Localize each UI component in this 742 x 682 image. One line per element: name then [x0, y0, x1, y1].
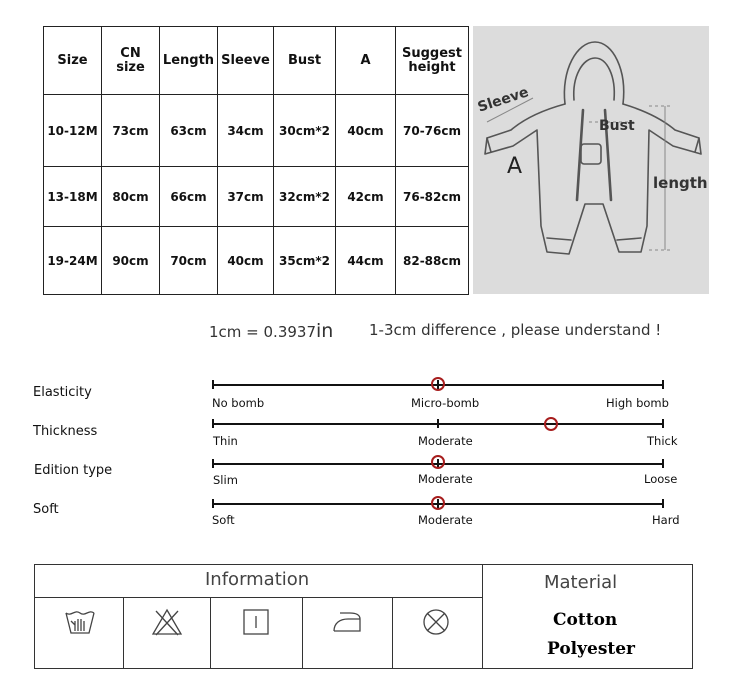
- scale-left-text: Slim: [213, 473, 238, 487]
- table-cell: 13-18M: [44, 167, 102, 227]
- table-row: [44, 95, 469, 167]
- care-info-table: [34, 564, 693, 669]
- info-divider: [302, 597, 303, 669]
- scale-label: Thickness: [33, 424, 98, 439]
- header-size: Size: [44, 27, 102, 95]
- scale-label: Edition type: [34, 463, 113, 478]
- table-row: [44, 227, 469, 295]
- header-length: Length: [160, 27, 218, 95]
- table-cell: 32cm*2: [274, 167, 336, 227]
- table-cell: 70-76cm: [396, 95, 469, 167]
- scale-label: Elasticity: [33, 385, 92, 400]
- scale-right-text: Hard: [652, 513, 680, 527]
- table-header-row: [44, 27, 469, 95]
- scale-marker: [431, 455, 445, 469]
- bust-measure-label: Bust: [599, 118, 635, 134]
- scale-right-text: Thick: [647, 434, 678, 448]
- scale-tick: [437, 419, 439, 428]
- table-cell: 82-88cm: [396, 227, 469, 295]
- scale-tick: [662, 380, 664, 389]
- scale-tick: [212, 499, 214, 508]
- scale-marker: [544, 417, 558, 431]
- table-cell: 76-82cm: [396, 167, 469, 227]
- hand-wash-icon: [63, 607, 97, 637]
- header-suggest-height-text: Suggest height: [402, 45, 462, 75]
- iron-icon: [330, 607, 364, 637]
- do-not-bleach-icon: [150, 607, 184, 637]
- table-cell: 10-12M: [44, 95, 102, 167]
- scale-middle-text: Moderate: [418, 434, 473, 448]
- scale-line: [212, 423, 664, 425]
- info-divider: [35, 597, 482, 598]
- table-cell: 35cm*2: [274, 227, 336, 295]
- difference-note: 1-3cm difference , please understand !: [369, 321, 662, 339]
- scale-left-text: No bomb: [212, 396, 265, 410]
- scale-marker: [431, 496, 445, 510]
- garment-diagram: [473, 26, 709, 294]
- table-cell: 34cm: [218, 95, 274, 167]
- scale-marker: [431, 377, 445, 391]
- do-not-dry-clean-icon: [419, 607, 453, 637]
- table-cell: 40cm: [336, 95, 396, 167]
- scale-label: Soft: [33, 502, 59, 517]
- scale-right-text: Loose: [644, 472, 678, 486]
- table-cell: 63cm: [160, 95, 218, 167]
- material-cotton: Cotton: [553, 610, 618, 630]
- info-divider: [482, 565, 483, 669]
- scale-left-text: Thin: [213, 434, 238, 448]
- info-divider: [392, 597, 393, 669]
- a-measure-label: A: [507, 154, 523, 179]
- table-cell: 40cm: [218, 227, 274, 295]
- sleeve-measure-label: Sleeve: [475, 84, 531, 116]
- unit-conversion-note: [209, 320, 333, 342]
- header-suggest-height: [396, 27, 469, 95]
- info-divider: [123, 597, 124, 669]
- header-sleeve: Sleeve: [218, 27, 274, 95]
- table-cell: 90cm: [102, 227, 160, 295]
- scale-middle-text: Moderate: [418, 472, 473, 486]
- scale-tick: [662, 419, 664, 428]
- scale-tick: [212, 380, 214, 389]
- scale-tick: [662, 459, 664, 468]
- header-bust: Bust: [274, 27, 336, 95]
- conversion-prefix: 1cm = 0.3937: [209, 323, 316, 341]
- table-cell: 42cm: [336, 167, 396, 227]
- scale-right-text: High bomb: [606, 396, 669, 410]
- table-cell: 80cm: [102, 167, 160, 227]
- scale-middle-text: Moderate: [418, 513, 473, 527]
- conversion-unit: in: [316, 320, 334, 342]
- info-divider: [210, 597, 211, 669]
- length-measure-label: length: [653, 174, 708, 192]
- material-title: Material: [544, 572, 618, 593]
- table-cell: 70cm: [160, 227, 218, 295]
- table-cell: 73cm: [102, 95, 160, 167]
- header-cn-size-text: CN size: [116, 45, 145, 75]
- tumble-dry-icon: [239, 607, 273, 637]
- scale-tick: [212, 459, 214, 468]
- table-cell: 19-24M: [44, 227, 102, 295]
- header-a: A: [336, 27, 396, 95]
- material-polyester: Polyester: [547, 639, 636, 659]
- table-cell: 66cm: [160, 167, 218, 227]
- table-cell: 30cm*2: [274, 95, 336, 167]
- information-title: Information: [205, 569, 310, 590]
- scale-middle-text: Micro-bomb: [411, 396, 480, 410]
- table-row: [44, 167, 469, 227]
- table-cell: 37cm: [218, 167, 274, 227]
- size-table: [43, 26, 469, 295]
- scale-left-text: Soft: [212, 513, 235, 527]
- scale-tick: [662, 499, 664, 508]
- table-cell: 44cm: [336, 227, 396, 295]
- header-cn-size: [102, 27, 160, 95]
- scale-tick: [212, 419, 214, 428]
